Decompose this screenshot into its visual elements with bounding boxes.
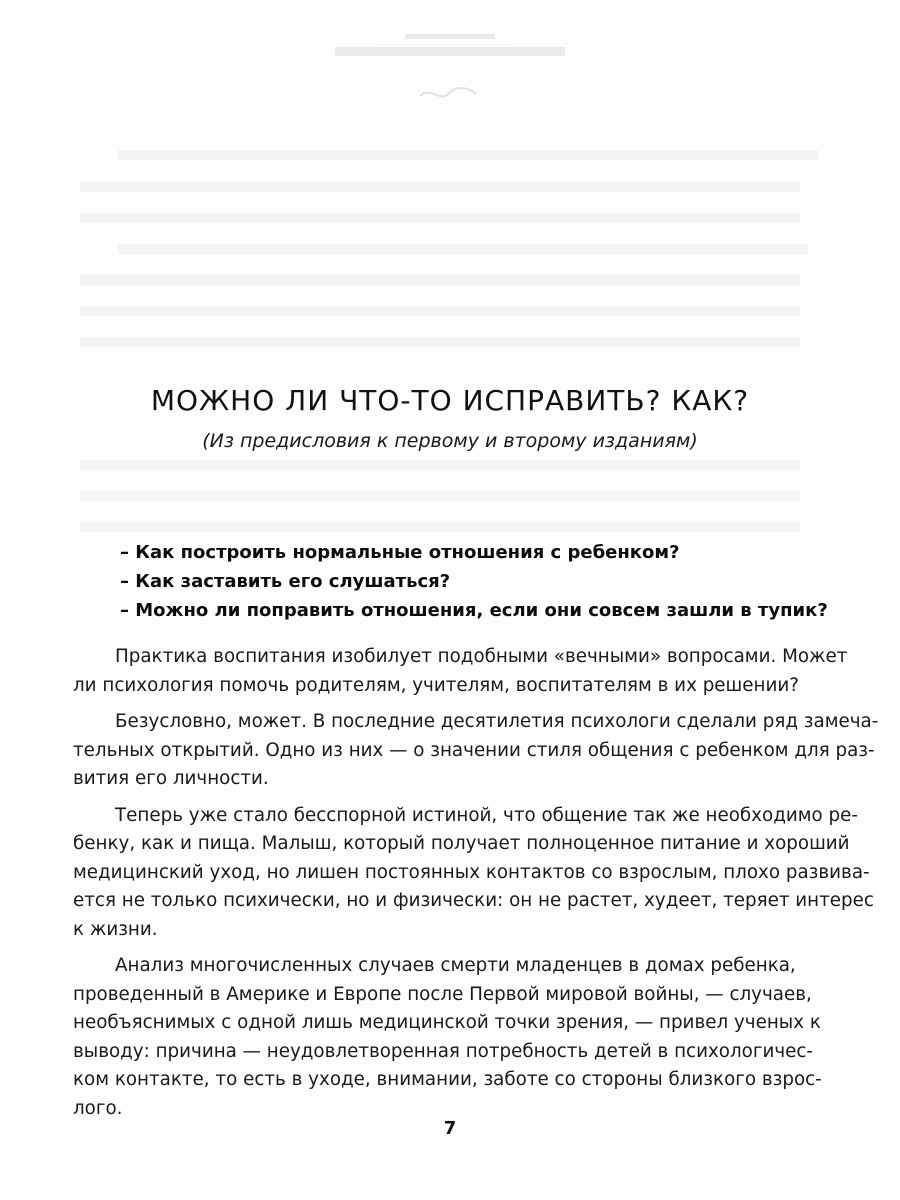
- text-line: лого.: [73, 1097, 123, 1119]
- bleed-through-flourish-icon: [418, 82, 478, 104]
- body-text: [73, 643, 879, 1123]
- text-line: бенку, как и пища. Малыш, который получает полноценное питание и хороший: [73, 833, 850, 854]
- text-line: необъяснимых с одной лишь медицинской точки зрения, — привел ученых к: [73, 1012, 821, 1033]
- chapter-subtitle: (Из предисловия к первому и второму изданиям): [202, 430, 698, 452]
- text-line: Безусловно, может. В последние десятилетия психологи сделали ряд замеча-: [115, 711, 879, 732]
- text-line: вития его личности.: [73, 768, 269, 789]
- text-line: Теперь уже стало бесспорной истиной, что общение так же необходимо ре-: [115, 804, 858, 826]
- page-number: 7: [443, 1118, 457, 1139]
- text-line: медицинский уход, но лишен постоянных контактов со взрослым, плохо развива-: [73, 861, 870, 883]
- question-item: – Как построить нормальные отношения с ребенком?: [120, 542, 680, 563]
- questions-list: [120, 538, 828, 625]
- text-line: к жизни.: [73, 918, 158, 940]
- chapter-title: МОЖНО ЛИ ЧТО-ТО ИСПРАВИТЬ? КАК?: [150, 384, 750, 417]
- text-line: ком контакте, то есть в уходе, внимании, заботе со стороны близкого взрос-: [73, 1069, 822, 1090]
- text-line: Практика воспитания изобилует подобными «вечными» вопросами. Может: [115, 646, 848, 667]
- text-line: выводу: причина — неудовлетворенная потребность детей в психологичес-: [73, 1040, 814, 1062]
- question-item: – Как заставить его слушаться?: [120, 571, 451, 592]
- text-line: ли психология помочь родителям, учителям, воспитателям в их решении?: [73, 674, 799, 696]
- bleed-through-header: [0, 34, 900, 44]
- paragraph: [73, 643, 848, 700]
- question-item: – Можно ли поправить отношения, если они совсем зашли в тупик?: [120, 600, 828, 621]
- paragraph: [73, 708, 879, 794]
- text-line: тельных открытий. Одно из них — о значении стиля общения с ребенком для раз-: [73, 739, 875, 761]
- paragraph: [73, 952, 822, 1123]
- text-line: ется не только психически, но и физически: он не растет, худеет, теряет интерес: [73, 890, 874, 911]
- text-line: проведенный в Америке и Европе после Первой мировой войны, — случаев,: [73, 983, 812, 1005]
- paragraph: [73, 802, 874, 945]
- text-line: Анализ многочисленных случаев смерти младенцев в домах ребенка,: [115, 955, 796, 976]
